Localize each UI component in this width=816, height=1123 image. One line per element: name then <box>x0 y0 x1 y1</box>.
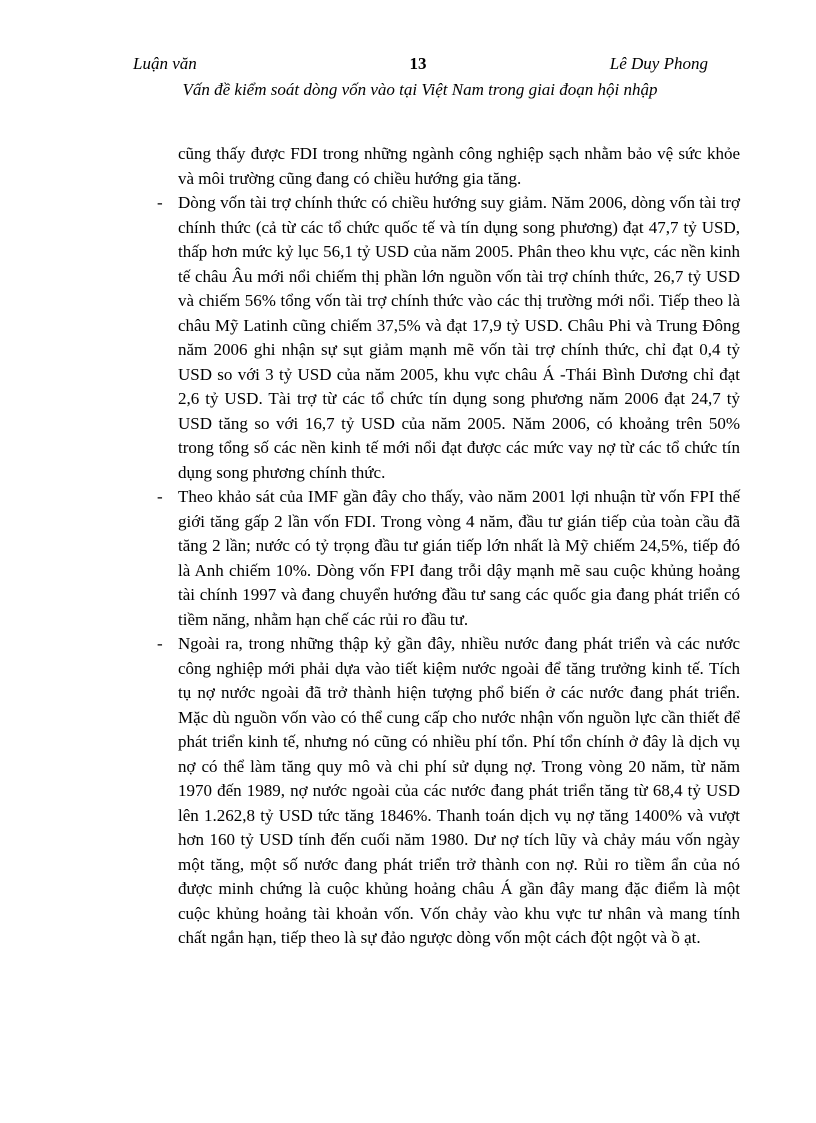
bullet-item-text: Ngoài ra, trong những thập kỷ gần đây, nhiều nước đang phát triển và các nước công nghiệp mới phải dựa vào tiết kiệm nước ngoài để tăng trưởng kinh tế. Tích tụ nợ nước ngoài đã trở thành hiện tượng phổ biến ở các nước đang phát triển. Mặc dù nguồn vốn vào có thể cung cấp cho nước nhận vốn nguồn lực cần thiết để phát triển kinh tế, nhưng nó cũng có nhiều phí tổn. Phí tổn chính ở đây là dịch vụ nợ có thể làm tăng quy mô và chi phí sử dụng nợ. Trong vòng 20 năm, từ năm 1970 đến 1989, nợ nước ngoài của các nước đang phát triển tăng từ 68,4 tỷ USD lên 1.262,8 tỷ USD tức tăng 1846%. Thanh toán dịch vụ nợ tăng 1400% và vượt hơn 160 tỷ USD tính đến cuối năm 1980. Dư nợ tích lũy và chảy máu vốn ngày một tăng, một số nước đang phát triển trở thành con nợ. Rủi ro tiềm ẩn của nó được minh chứng là cuộc khủng hoảng châu Á gần đây mang đặc điểm là một cuộc khủng hoảng tài khoản vốn. Vốn chảy vào khu vực tư nhân và mang tính chất ngắn hạn, tiếp theo là sự đảo ngược dòng vốn một cách đột ngột và ồ ạt. <box>178 634 740 947</box>
bullet-dash: - <box>157 193 163 212</box>
bullet-item-official-aid <box>157 191 740 485</box>
bullet-item-text: Dòng vốn tài trợ chính thức có chiều hướng suy giảm. Năm 2006, dòng vốn tài trợ chính thức (cả từ các tổ chức quốc tế và tín dụng song phương) đạt 47,7 tỷ USD, thấp hơn mức kỷ lục 56,1 tỷ USD của năm 2005. Phân theo khu vực, các nền kinh tế châu Âu mới nổi chiếm thị phần lớn nguồn vốn tài trợ chính thức, 26,7 tỷ USD và chiếm 56% tổng vốn tài trợ chính thức vào các thị trường mới nổi. Tiếp theo là châu Mỹ Latinh cũng chiếm 37,5% và đạt 17,9 tỷ USD. Châu Phi và Trung Đông năm 2006 ghi nhận sự sụt giảm mạnh mẽ vốn tài trợ chính thức, chỉ đạt 0,4 tỷ USD so với 3 tỷ USD của năm 2005, khu vực châu Á -Thái Bình Dương chỉ đạt 2,6 tỷ USD. Tài trợ từ các tổ chức tín dụng song phương năm 2006 đạt 24,7 tỷ USD tăng so với 16,7 tỷ USD của năm 2005. Năm 2006, có khoảng trên 50% trong tổng số các nền kinh tế mới nổi đạt được các mức vay nợ từ các tổ chức tín dụng song phương chính thức. <box>178 193 740 482</box>
page-number: 13 <box>409 54 427 73</box>
continuation-paragraph: cũng thấy được FDI trong những ngành công nghiệp sạch nhằm bảo vệ sức khỏe và môi trường cũng đang có chiều hướng gia tăng. <box>178 144 740 188</box>
page-body <box>157 142 740 951</box>
bullet-item-text: Theo khảo sát của IMF gần đây cho thấy, vào năm 2001 lợi nhuận từ vốn FPI thế giới tăng gấp 2 lần vốn FDI. Trong vòng 4 năm, đầu tư gián tiếp của toàn cầu đã tăng 2 lần; nước có tỷ trọng đầu tư gián tiếp lớn nhất là Mỹ chiếm 24,5%, tiếp đó là Anh chiếm 10%. Dòng vốn FPI đang trỗi dậy mạnh mẽ sau cuộc khủng hoảng tài chính 1997 và đang chuyển hướng đầu tư sang các quốc gia đang phát triển có tiềm năng, nhằm hạn chế các rủi ro đầu tư. <box>178 487 740 629</box>
bullet-item-fpi-survey <box>157 485 740 632</box>
page-header <box>0 52 816 108</box>
bullet-item-foreign-debt <box>157 632 740 951</box>
header-author: Lê Duy Phong <box>609 54 708 73</box>
bullet-dash: - <box>157 634 163 653</box>
header-subtitle: Vấn đề kiểm soát dòng vốn vào tại Việt Nam trong giai đoạn hội nhập <box>182 80 658 99</box>
header-document-type: Luận văn <box>133 54 197 73</box>
bullet-dash: - <box>157 487 163 506</box>
